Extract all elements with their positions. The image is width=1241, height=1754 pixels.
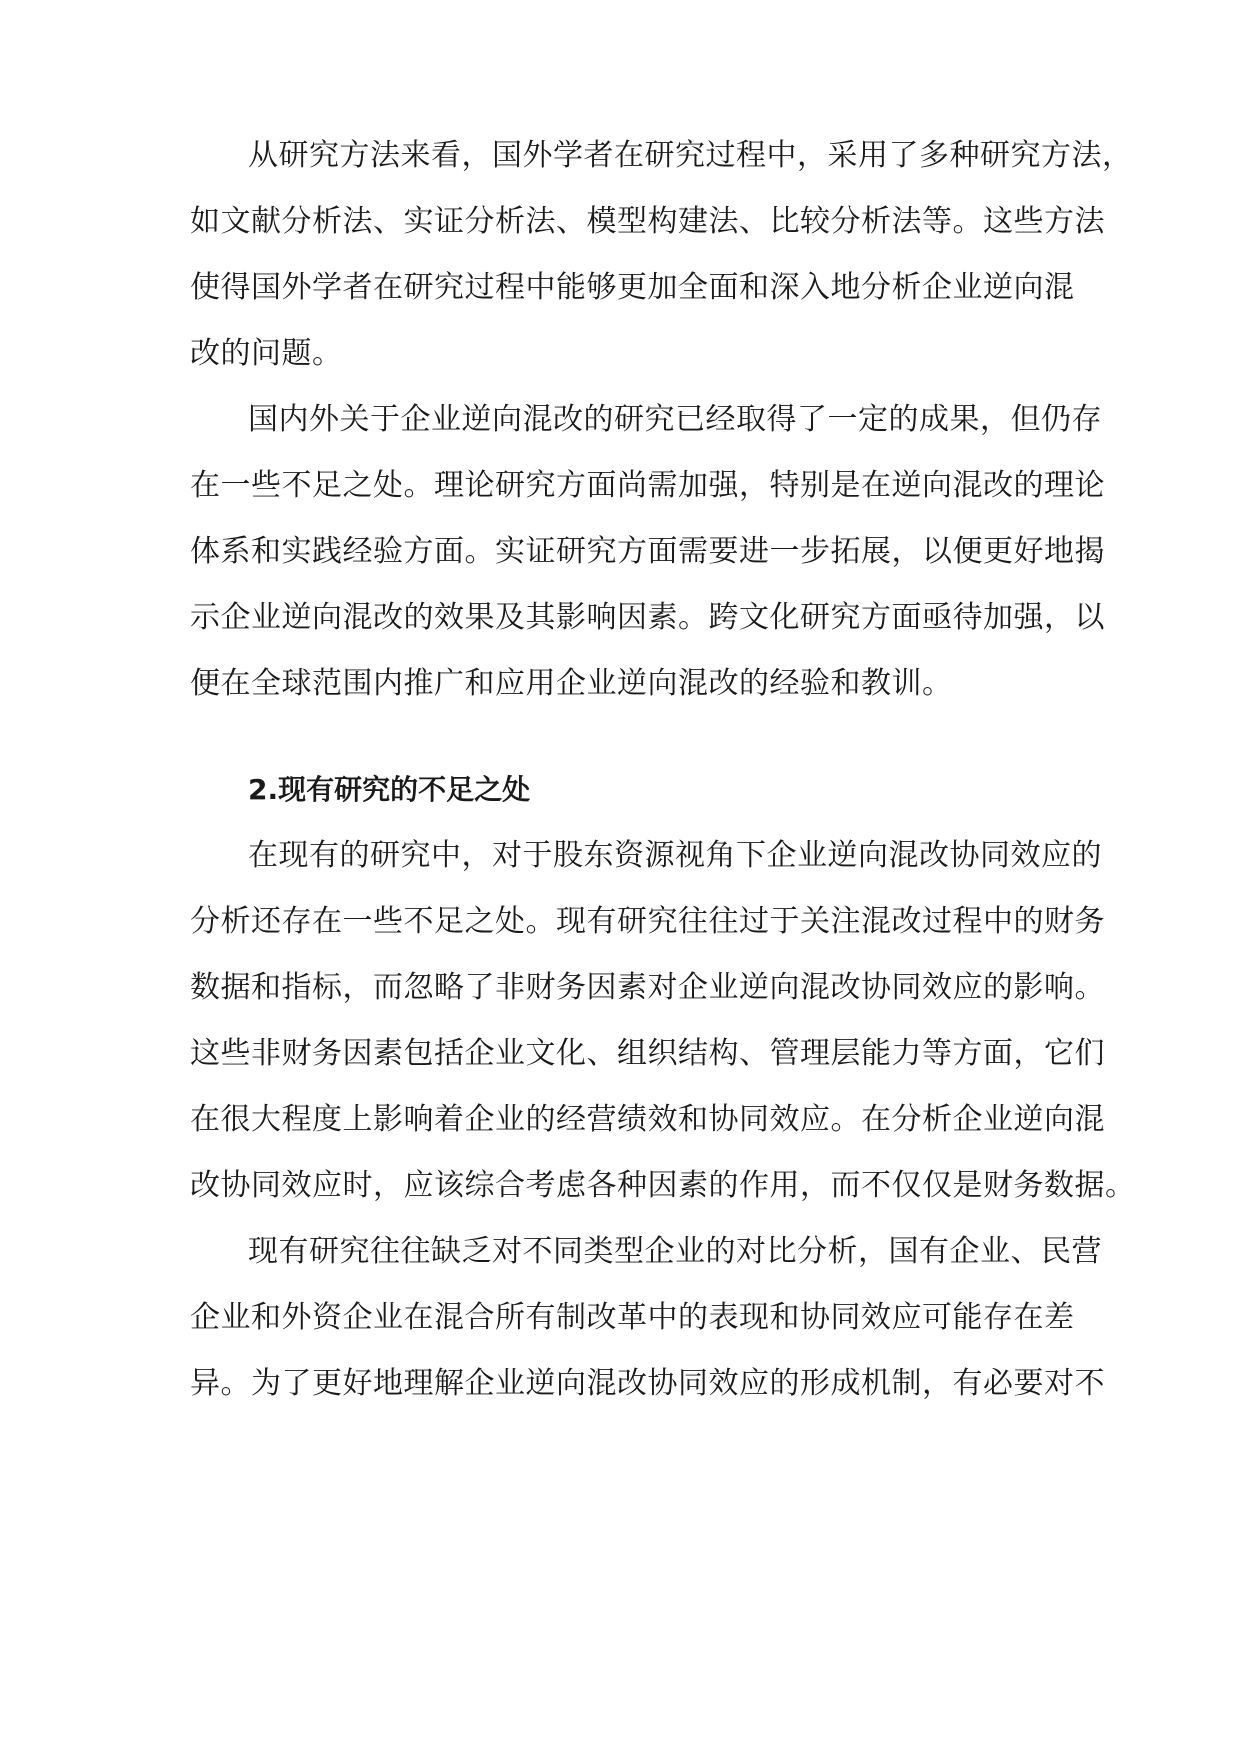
paragraph-1-line-3: 使得国外学者在研究过程中能够更加全面和深入地分析企业逆向混 (190, 270, 1075, 305)
section-paragraph-1-line-5: 在很大程度上影响着企业的经营绩效和协同效应。在分析企业逆向混 (190, 1102, 1105, 1137)
paragraph-2-line-5: 便在全球范围内推广和应用企业逆向混改的经验和教训。 (190, 666, 953, 701)
section-paragraph-2-line-2: 企业和外资企业在混合所有制改革中的表现和协同效应可能存在差 (190, 1300, 1075, 1335)
paragraph-2-line-3: 体系和实践经验方面。实证研究方面需要进一步拓展，以便更好地揭 (190, 534, 1105, 569)
paragraph-1-line-2: 如文献分析法、实证分析法、模型构建法、比较分析法等。这些方法 (190, 204, 1105, 239)
paragraph-2-line-2: 在一些不足之处。理论研究方面尚需加强，特别是在逆向混改的理论 (190, 468, 1105, 503)
section-paragraph-1-line-3: 数据和指标，而忽略了非财务因素对企业逆向混改协同效应的影响。 (190, 970, 1105, 1005)
section-paragraph-1-line-1: 在现有的研究中，对于股东资源视角下企业逆向混改协同效应的 (248, 838, 1102, 873)
section-heading: 2.现有研究的不足之处 (248, 773, 531, 806)
section-paragraph-1-line-4: 这些非财务因素包括企业文化、组织结构、管理层能力等方面，它们 (190, 1036, 1105, 1071)
section-paragraph-2-line-1: 现有研究往往缺乏对不同类型企业的对比分析，国有企业、民营 (248, 1234, 1102, 1269)
paragraph-1-line-4: 改的问题。 (190, 336, 343, 371)
paragraph-2-line-1: 国内外关于企业逆向混改的研究已经取得了一定的成果，但仍存 (248, 402, 1102, 437)
section-paragraph-2-line-3: 异。为了更好地理解企业逆向混改协同效应的形成机制，有必要对不 (190, 1366, 1105, 1401)
section-paragraph-1-line-6: 改协同效应时，应该综合考虑各种因素的作用，而不仅仅是财务数据。 (190, 1168, 1136, 1203)
paragraph-2-line-4: 示企业逆向混改的效果及其影响因素。跨文化研究方面亟待加强，以 (190, 600, 1105, 635)
paragraph-1-line-1: 从研究方法来看，国外学者在研究过程中，采用了多种研究方法， (248, 138, 1133, 173)
section-paragraph-1-line-2: 分析还存在一些不足之处。现有研究往往过于关注混改过程中的财务 (190, 904, 1105, 939)
